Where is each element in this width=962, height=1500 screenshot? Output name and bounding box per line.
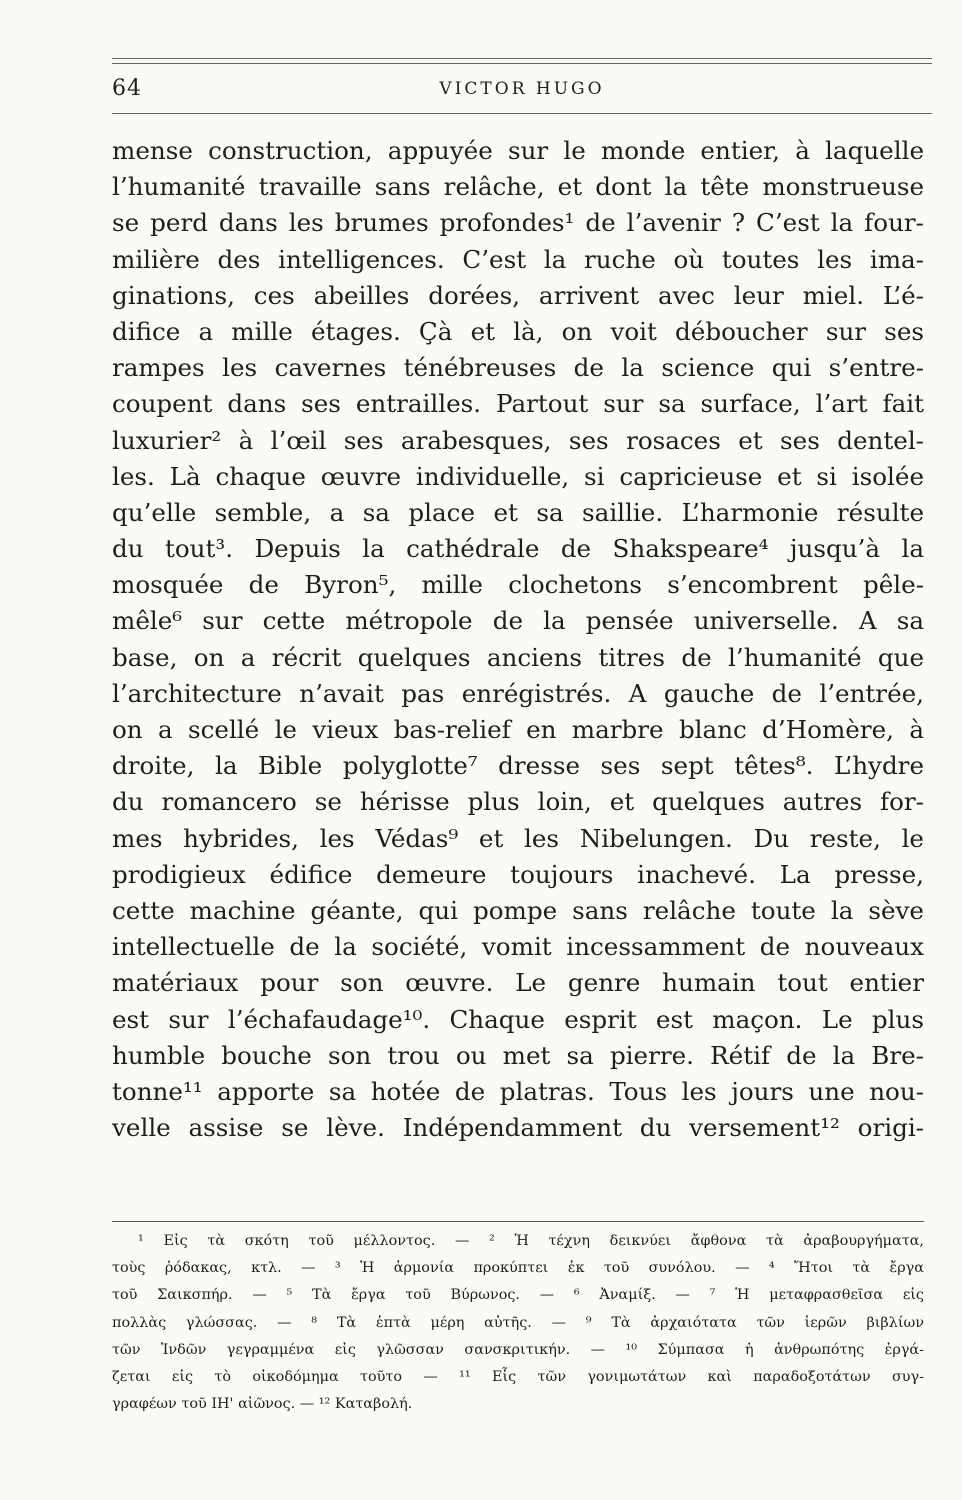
text-line: cette machine géante, qui pompe sans relâche toute la sève [112, 895, 924, 925]
header-rule [112, 113, 932, 114]
footnote-line: τῶν Ἰνδῶν γεγραμμένα εἰς γλῶσσαν σανσκριτικήν. — ¹⁰ Σύμπασα ἡ ἀνθρωπότης ἐργά- [112, 1341, 924, 1358]
text-line: est sur l’échafaudage¹⁰. Chaque esprit est maçon. Le plus [112, 1004, 924, 1034]
text-line: l’humanité travaille sans relâche, et dont la tête monstrueuse [112, 172, 924, 202]
text-line: mosquée de Byron⁵, mille clochetons s’encombrent pêle- [112, 570, 924, 600]
text-line: ginations, ces abeilles dorées, arrivent avec leur miel. L’é- [112, 280, 924, 310]
footnote-line: γραφέων τοῦ ΙΗ' αἰῶνος. — ¹² Καταβολή. [112, 1396, 413, 1413]
text-line: du romancero se hérisse plus loin, et quelques autres for- [112, 787, 924, 817]
page-header [112, 76, 932, 106]
top-rule-outer [112, 58, 932, 59]
footnote-line: τοῦ Σαικσπήρ. — ⁵ Τὰ ἔργα τοῦ Βύρωνος. — ⁶ Ἀναμίξ. — ⁷ Ἡ μεταφρασθεῖσα εἰς [112, 1287, 924, 1304]
body-paragraph [112, 133, 924, 1146]
page-number: 64 [112, 76, 142, 101]
text-line: se perd dans les brumes profondes¹ de l’avenir ? C’est la four- [112, 208, 924, 238]
text-line: les. Là chaque œuvre individuelle, si capricieuse et si isolée [112, 461, 924, 491]
text-line: difice a mille étages. Çà et là, on voit déboucher sur ses [112, 316, 924, 346]
running-head: VICTOR HUGO [439, 79, 605, 99]
text-line: tonne¹¹ apporte sa hotée de platras. Tous les jours une nou- [112, 1076, 924, 1106]
text-line: l’architecture n’avait pas enrégistrés. A gauche de l’entrée, [112, 678, 924, 708]
text-line: on a scellé le vieux bas-relief en marbre blanc d’Homère, à [112, 715, 924, 744]
text-line: intellectuelle de la société, vomit incessamment de nouveaux [112, 932, 924, 962]
text-line: droite, la Bible polyglotte⁷ dresse ses sept têtes⁸. L’hydre [112, 751, 924, 781]
text-line: rampes les cavernes ténébreuses de la science qui s’entre- [112, 353, 924, 383]
text-line: du tout³. Depuis la cathédrale de Shakspeare⁴ jusqu’à la [112, 534, 924, 564]
top-rule-inner [112, 63, 932, 64]
text-line: mêle⁶ sur cette métropole de la pensée universelle. A sa [112, 606, 924, 636]
footnote-line: ζεται εἰς τὸ οἰκοδόμημα τοῦτο — ¹¹ Εἷς τῶν γονιμωτάτων καὶ παραδοξοτάτων συγ- [112, 1368, 924, 1385]
text-line: coupent dans ses entrailles. Partout sur sa surface, l’art fait [112, 389, 924, 419]
footnote-line: πολλὰς γλώσσας. — ⁸ Τὰ ἑπτὰ μέρη αὐτῆς. — ⁹ Τὰ ἀρχαιότατα τῶν ἱερῶν βιβλίων [112, 1314, 924, 1331]
text-line: humble bouche son trou ou met sa pierre. Rétif de la Bre- [112, 1040, 924, 1070]
text-line: mense construction, appuyée sur le monde entier, à laquelle [112, 136, 924, 165]
footnote-line: ¹ Εἰς τὰ σκότη τοῦ μέλλοντος. — ² Ἡ τέχνη δεικνύει ἄφθονα τὰ ἀραβουργήματα, [138, 1233, 924, 1249]
text-line: qu’elle semble, a sa place et sa saillie. L’harmonie résulte [112, 497, 924, 527]
text-line: matériaux pour son œuvre. Le genre humain tout entier [112, 968, 924, 998]
footnote-line: τοὺς ῥόδακας, κτλ. — ³ Ἡ ἁρμονία προκύπτει ἐκ τοῦ συνόλου. — ⁴ Ἤτοι τὰ ἔργα [112, 1260, 924, 1277]
text-line: velle assise se lève. Indépendamment du versement¹² origi- [112, 1113, 924, 1143]
text-line: luxurier² à l’œil ses arabesques, ses rosaces et ses dentel- [112, 425, 924, 455]
text-line: prodigieux édifice demeure toujours inachevé. La presse, [112, 859, 924, 889]
text-line: milière des intelligences. C’est la ruche où toutes les ima- [112, 244, 924, 274]
text-line: mes hybrides, les Védas⁹ et les Nibelungen. Du reste, le [112, 823, 924, 853]
text-line: base, on a récrit quelques anciens titres de l’humanité que [112, 642, 924, 672]
footnotes [112, 1228, 924, 1418]
footnote-rule [112, 1221, 924, 1222]
